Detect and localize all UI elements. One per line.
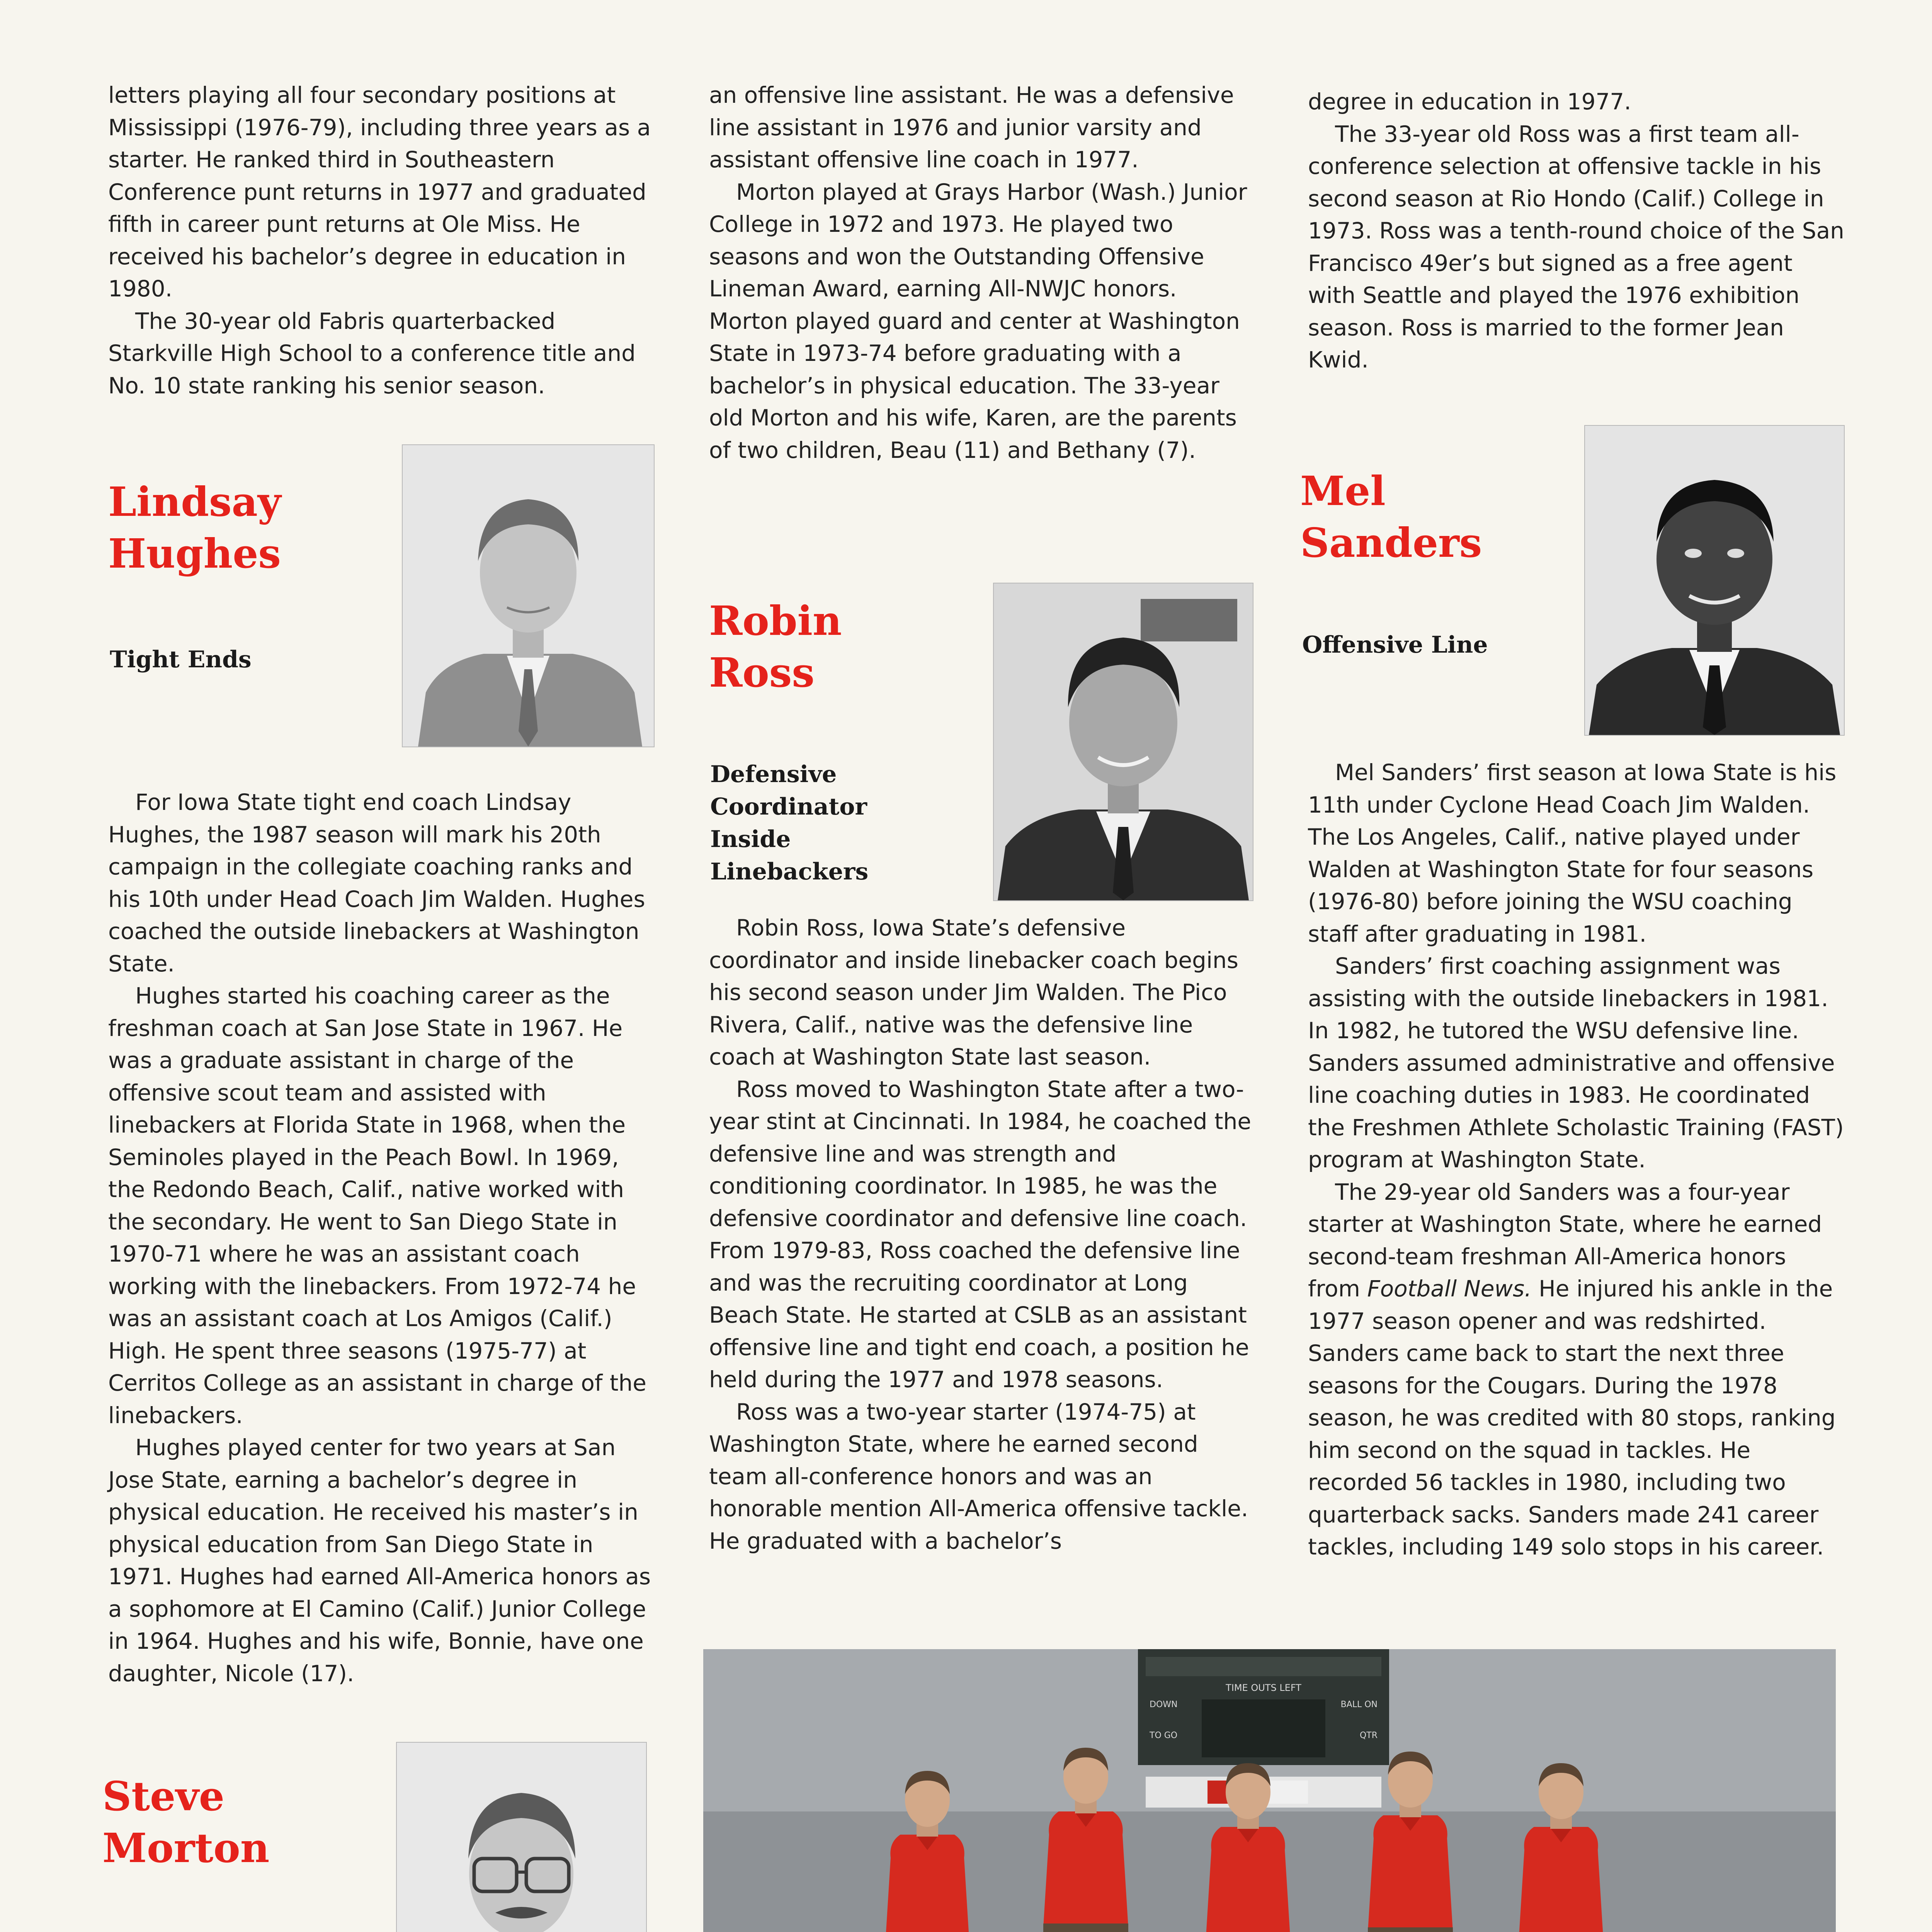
scoreboard-label: TO GO bbox=[1150, 1731, 1178, 1740]
coach-name-hughes bbox=[108, 476, 402, 580]
sanders-text: He injured his ankle in the 1977 season opener and was redshirted. Sanders came back to start the next three seasons for the Cougars. During the 1978 season, he was credited with 80 stops, ranking him second on the squad in tackles. He recorded 56 tackles in 1980, including two quarterback sacks. Sanders made 241 career tackles, including 149 solo stops in his career. bbox=[1308, 1276, 1836, 1560]
coach-role-ross bbox=[710, 758, 942, 888]
paragraph: The 30-year old Fabris quarterbacked Starkville High School to a conference title and No. 10 state ranking his senior season. bbox=[108, 308, 636, 399]
paragraph: Ross was a two-year starter (1974-75) at Washington State, where he earned second team all-conference honors and was an honorable mention All-America offensive tackle. He graduated with a bachelor’s bbox=[709, 1398, 1248, 1554]
paragraph: Sanders’ first coaching assignment was assisting with the outside linebackers in 1981. In 1982, he tutored the WSU defensive line. Sanders assumed administrative and offensive line coaching duties in 1983. He coordinated the Freshmen Athlete Scholastic Training (FAST) program at Washington State. bbox=[1308, 953, 1844, 1173]
paragraph bbox=[1308, 1176, 1845, 1563]
hughes-bio bbox=[108, 786, 657, 1690]
paragraph: For Iowa State tight end coach Lindsay Hughes, the 1987 season will mark his 20th campaign in the collegiate coaching ranks and his 10th under Head Coach Jim Walden. Hughes coached the outside linebackers at Washington State. bbox=[108, 789, 645, 977]
paragraph: Hughes started his coaching career as the freshman coach at San Jose State in 1967. He was a graduate assistant in charge of the offensive scout team and assisted with linebackers at Florida State in 1968, when the Seminoles played in the Peach Bowl. In 1969, the Redondo Beach, Calif., native worked with the secondary. He went to San Diego State in 1970-71 where he was an assistant coach working with the linebackers. From 1972-74 he was an assistant coach at Los Amigos (Calif.) High. He spent three seasons (1975-77) at Cerritos College as an assistant in charge of the linebackers. bbox=[108, 983, 646, 1429]
paragraph: Robin Ross, Iowa State’s defensive coordinator and inside linebacker coach begins his second season under Jim Walden. The Pico Rivera, Calif., native was the defensive line coach at Washington State last season. bbox=[709, 915, 1238, 1070]
paragraph: Hughes played center for two years at San Jose State, earning a bachelor’s degree in physical education. He received his master’s in physical education from San Diego State in 1971. Hughes had earned All-America honors as a sophomore at El Camino (Calif.) Junior College in 1964. Hughes and his wife, Bonnie, have one daughter, Nicole (17). bbox=[108, 1434, 651, 1687]
coach-name-text: Robin Ross bbox=[709, 597, 842, 696]
sanders-bio bbox=[1308, 757, 1845, 1563]
ross-bio bbox=[709, 912, 1258, 1557]
coach-role-sanders bbox=[1302, 629, 1565, 661]
scoreboard-label: TIME OUTS LEFT bbox=[1226, 1682, 1301, 1693]
paragraph: Morton played at Grays Harbor (Wash.) Junior College in 1972 and 1973. He played two seasons and won the Outstanding Offensive Lineman Award, earning All-NWJC honors. Morton played guard and center at Washington State in 1973-74 before graduating with a bachelor’s in physical education. The 33-year old Morton and his wife, Karen, are the parents of two children, Beau (11) and Bethany (7). bbox=[709, 179, 1247, 463]
coach-name-sanders bbox=[1300, 465, 1563, 569]
scoreboard-label: QTR bbox=[1359, 1731, 1378, 1740]
coach-name-text: Steve Morton bbox=[102, 1772, 270, 1872]
coach-role-text: Offensive Line bbox=[1302, 631, 1488, 658]
coach-name-text: Mel Sanders bbox=[1300, 467, 1482, 566]
portrait-mel-sanders bbox=[1584, 425, 1845, 736]
column1-top-text bbox=[108, 79, 657, 402]
scoreboard-label: DOWN bbox=[1150, 1700, 1178, 1709]
paragraph: an offensive line assistant. He was a defensive line assistant in 1976 and junior varsity and assistant offensive line coach in 1977. bbox=[709, 82, 1234, 173]
ross-bio-continued bbox=[1308, 86, 1845, 376]
portrait-steve-morton bbox=[396, 1742, 647, 1932]
coach-name-morton bbox=[102, 1770, 396, 1874]
coach-name-text: Lindsay Hughes bbox=[108, 478, 281, 577]
paragraph: degree in education in 1977. bbox=[1308, 88, 1631, 115]
coaching-staff-photo bbox=[703, 1649, 1836, 1932]
morton-bio-continued bbox=[709, 79, 1258, 466]
paragraph: Mel Sanders’ first season at Iowa State is his 11th under Cyclone Head Coach Jim Walden. The Los Angeles, Calif., native played under Walden at Washington State for four seasons (1976-80) before joining the WSU coaching staff after graduating in 1981. bbox=[1308, 759, 1837, 947]
paragraph: letters playing all four secondary positions at Mississippi (1976-79), including three years as a starter. He ranked third in Southeastern Conference punt returns in 1977 and graduated fifth in career punt returns at Ole Miss. He received his bachelor’s degree in education in 1980. bbox=[108, 82, 651, 302]
coach-role-text: Defensive Coordinator Inside Linebackers bbox=[710, 761, 869, 885]
scoreboard-label: BALL ON bbox=[1340, 1700, 1378, 1709]
coach-name-ross bbox=[709, 595, 956, 699]
paragraph: Ross moved to Washington State after a two-year stint at Cincinnati. In 1984, he coached the defensive line and was strength and conditioning coordinator. In 1985, he was the defensive coordinator and defensive line coach. From 1979-83, Ross coached the defensive line and was the recruiting coordinator at Long Beach State. He started at CSLB as an assistant offensive line and tight end coach, a position he held during the 1977 and 1978 seasons. bbox=[709, 1076, 1252, 1393]
coach-role-hughes bbox=[110, 643, 403, 676]
portrait-robin-ross bbox=[993, 583, 1253, 901]
publication-title: Football News. bbox=[1367, 1276, 1532, 1302]
coach-role-text: Tight Ends bbox=[110, 646, 252, 673]
sanders-text: The 29-year old Sanders was a four-year starter at Washington State, where he earned second-team freshman All-America honors from bbox=[1308, 1179, 1822, 1302]
portrait-lindsay-hughes bbox=[402, 444, 655, 747]
paragraph: The 33-year old Ross was a first team all-conference selection at offensive tackle in his second season at Rio Hondo (Calif.) College in 1973. Ross was a tenth-round choice of the San Francisco 49er’s but signed as a free agent with Seattle and played the 1976 exhibition season. Ross is married to the former Jean Kwid. bbox=[1308, 121, 1844, 373]
